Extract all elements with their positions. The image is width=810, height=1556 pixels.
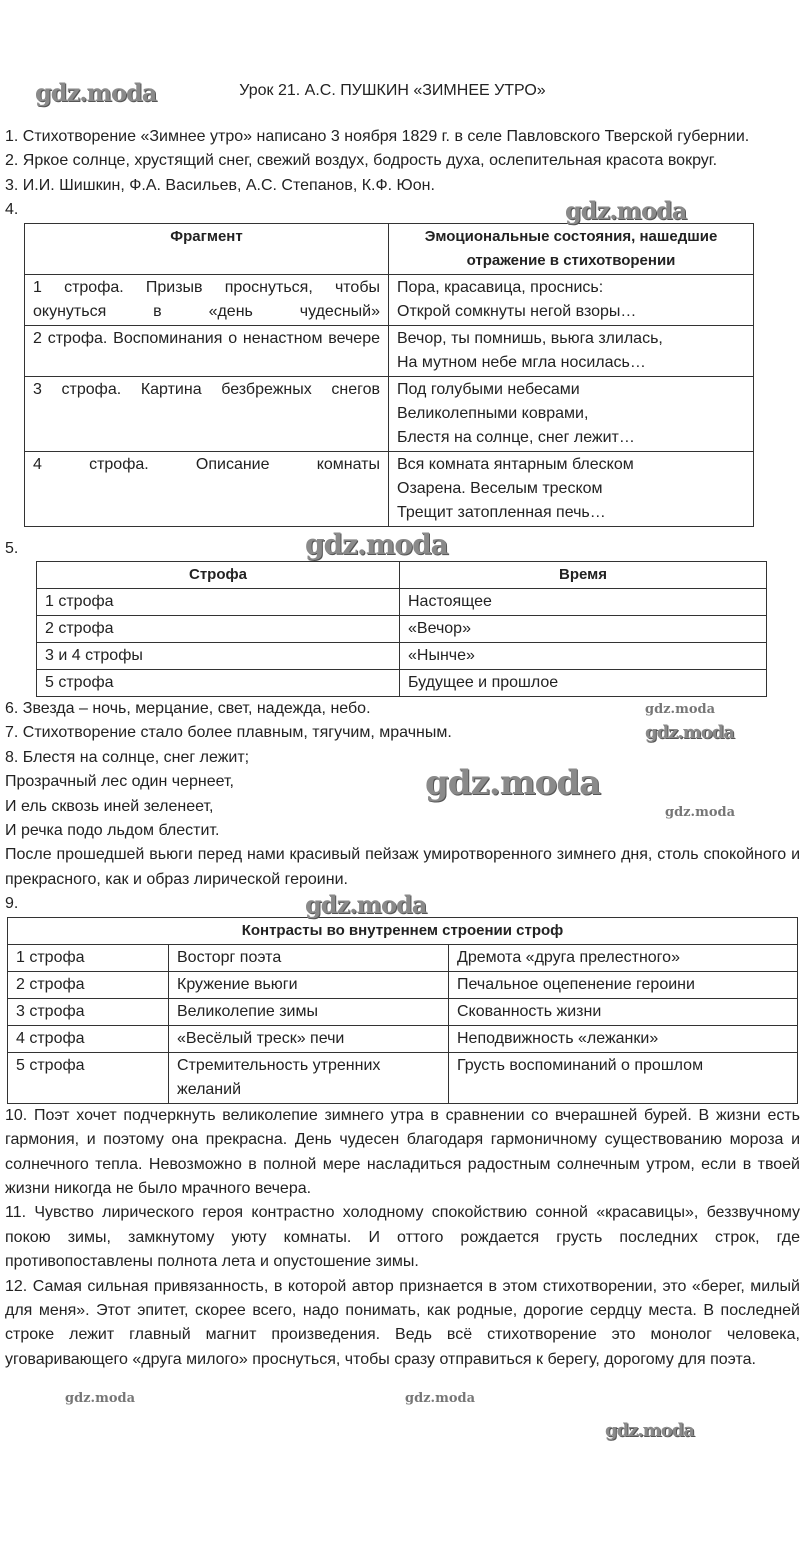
table-row <box>37 643 767 670</box>
table-row <box>8 998 798 1025</box>
table-cell: Неподвижность «лежанки» <box>449 1025 798 1052</box>
table-cell: Вечор, ты помнишь, вьюга злилась, На мутном небе мгла носилась… <box>389 325 754 376</box>
page-title: Урок 21. А.С. ПУШКИН «ЗИМНЕЕ УТРО» <box>239 82 546 99</box>
table-cell: Стремительность утренних желаний <box>169 1052 449 1103</box>
table-cell: Будущее и прошлое <box>400 670 767 697</box>
header-strofa: Строфа <box>37 562 400 589</box>
table-row <box>8 1025 798 1052</box>
table-cell: 2 строфа <box>8 971 169 998</box>
table-cell: 2 строфа. Воспоминания о ненастном вечере <box>25 325 389 376</box>
table-cell: Грусть воспоминаний о прошлом <box>449 1052 798 1103</box>
table-cell: Великолепие зимы <box>169 998 449 1025</box>
table-cell: «Вечор» <box>400 616 767 643</box>
table-contrasts <box>7 917 798 1104</box>
table-row <box>25 274 754 325</box>
table-cell: Восторг поэта <box>169 944 449 971</box>
table-cell: 4 строфа. Описание комнаты <box>25 451 389 526</box>
table-cell: «Нынче» <box>400 643 767 670</box>
watermark: gdz.moda <box>305 527 448 561</box>
table-cell: 3 и 4 строфы <box>37 643 400 670</box>
watermark: gdz.moda <box>645 702 716 718</box>
header-emotions: Эмоциональные состояния, нашедшие отражение в стихотворении <box>389 223 754 274</box>
table-cell: 4 строфа <box>8 1025 169 1052</box>
answer-5-row <box>5 527 800 561</box>
table-cell: Пора, красавица, проснись: Открой сомкнуты негой взоры… <box>389 274 754 325</box>
answer-4-row <box>5 196 800 226</box>
watermark: gdz.moda <box>605 1420 694 1442</box>
answer-1: 1. Стихотворение «Зимнее утро» написано 3 ноября 1829 г. в селе Павловского Тверской губернии. <box>5 128 750 145</box>
table-cell: 5 строфа <box>37 670 400 697</box>
watermark: gdz.moda <box>405 1391 476 1407</box>
table-header-row <box>25 223 754 274</box>
answer-2: 2. Яркое солнце, хрустящий снег, свежий воздух, бодрость духа, ослепительная красота вокруг. <box>5 152 718 170</box>
poem-line: Прозрачный лес один чернеет, <box>5 773 234 791</box>
answer-5-label: 5. <box>5 539 19 557</box>
answer-6-row <box>5 697 800 721</box>
table-cell: 3 строфа. Картина безбрежных снегов <box>25 376 389 451</box>
answer-9-row <box>5 890 800 920</box>
table-row <box>25 325 754 376</box>
watermark: gdz.moda <box>565 196 687 226</box>
table-cell: Печальное оцепенение героини <box>449 971 798 998</box>
watermark: gdz.moda <box>65 1391 136 1407</box>
answer-9-label: 9. <box>5 895 19 913</box>
table-row <box>8 944 798 971</box>
header-contrasts: Контрасты во внутреннем строении строф <box>8 917 798 944</box>
table-row <box>37 670 767 697</box>
table-row <box>25 376 754 451</box>
answer-6: 6. Звезда – ночь, мерцание, свет, надежда, небо. <box>5 700 371 718</box>
table-cell: 3 строфа <box>8 998 169 1025</box>
table-cell: 1 строфа. Призыв проснуться, чтобы окунуться в «день чудесный» <box>25 274 389 325</box>
table-cell: Кружение вьюги <box>169 971 449 998</box>
table-cell: Вся комната янтарным блеском Озарена. Веселым треском Трещит затопленная печь… <box>389 451 754 526</box>
answer-8-poem <box>5 746 800 844</box>
poem-line: И речка подо льдом блестит. <box>5 822 220 840</box>
poem-line: И ель сквозь иней зеленеет, <box>5 797 214 815</box>
watermark: gdz.moda <box>35 78 157 107</box>
answer-3: 3. И.И. Шишкин, Ф.А. Васильев, А.С. Степанов, К.Ф. Юон. <box>5 176 435 194</box>
table-cell: Настоящее <box>400 589 767 616</box>
table-time <box>36 561 767 697</box>
header-time: Время <box>400 562 767 589</box>
table-row <box>25 451 754 526</box>
table-cell: Дремота «друга прелестного» <box>449 944 798 971</box>
watermark: gdz.moda <box>645 722 734 744</box>
table-header-row <box>8 917 798 944</box>
bottom-margin <box>5 1372 800 1492</box>
table-cell: 1 строфа <box>37 589 400 616</box>
watermark: gdz.moda <box>305 890 427 920</box>
answer-10: 10. Поэт хочет подчеркнуть великолепие зимнего утра в сравнении со вчерашней бурей. В жизни есть гармония, и поэтому она прекрасна. День чудесен благодаря гармоничному существованию мороза и солнечного тепла. Невозможно в полной мере насладиться радостным солнечным утром, если в твоей жизни никогда не было мрачного вечера. <box>5 1106 800 1197</box>
answer-8-text: После прошедшей вьюги перед нами красивый пейзаж умиротворенного зимнего дня, столь спокойного и прекрасного, как и образ лирической героини. <box>5 846 800 888</box>
table-cell: «Весёлый треск» печи <box>169 1025 449 1052</box>
poem-line: 8. Блестя на солнце, снег лежит; <box>5 748 250 766</box>
table-cell: 1 строфа <box>8 944 169 971</box>
table-fragments <box>24 223 754 527</box>
title-row <box>5 78 780 107</box>
answer-12: 12. Самая сильная привязанность, в которой автор признается в этом стихотворении, это «берег, милый для меня». Этот эпитет, скорее всего, надо понимать, как родные, дорогие сердцу места. В последней строке лежит главный магнит произведения. Ведь всё стихотворение это монолог человека, уговаривающего «друга милого» проснуться, чтобы сразу отправиться к берегу, дорогому для поэта. <box>5 1277 800 1368</box>
table-row <box>37 589 767 616</box>
table-header-row <box>37 562 767 589</box>
table-cell: Скованность жизни <box>449 998 798 1025</box>
watermark: gdz.moda <box>425 762 601 803</box>
answer-7: 7. Стихотворение стало более плавным, тягучим, мрачным. <box>5 724 452 742</box>
answer-4-label: 4. <box>5 201 19 219</box>
table-cell: 5 строфа <box>8 1052 169 1103</box>
answer-11: 11. Чувство лирического героя контрастно холодному спокойствию сонной «красавицы», беззвучному покою зимы, замкнутому уюту комнаты. И оттого рождается грусть последних строк, где противопоставлены полнота лета и опустошение зимы. <box>5 1204 800 1271</box>
watermark: gdz.moda <box>665 804 736 820</box>
table-cell: Под голубыми небесами Великолепными коврами, Блестя на солнце, снег лежит… <box>389 376 754 451</box>
table-row <box>37 616 767 643</box>
table-cell: 2 строфа <box>37 616 400 643</box>
answer-7-row <box>5 721 800 745</box>
table-row <box>8 971 798 998</box>
table-row <box>8 1052 798 1103</box>
header-fragment: Фрагмент <box>25 223 389 274</box>
